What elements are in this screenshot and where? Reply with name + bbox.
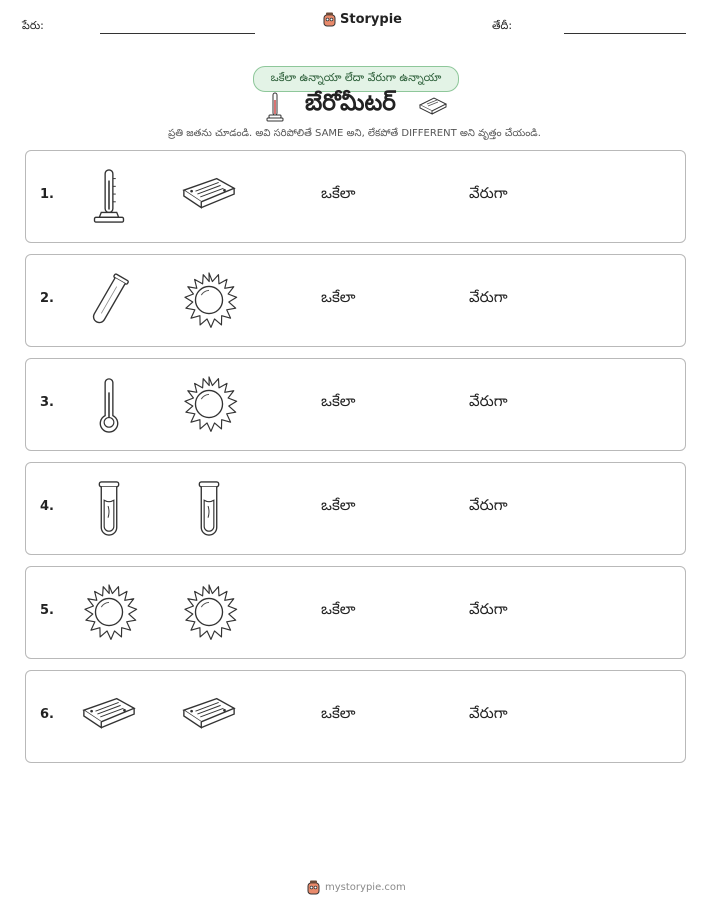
option-same[interactable]: ఒకేలా [321, 704, 356, 722]
instruction-text: ప్రతి జతను చూడండి. అవి సరిపోలితే SAME అని, లేకపోతే DIFFERENT అని వృత్తం చేయండి. [168, 128, 541, 139]
worksheet-badge: ఒకేలా ఉన్నాయా లేదా వేరుగా ఉన్నాయా [253, 66, 459, 92]
option-same[interactable]: ఒకేలా [321, 184, 356, 202]
storypie-mascot-icon [307, 880, 320, 895]
sun-icon [180, 375, 238, 433]
exercise-row-4 [25, 462, 686, 555]
exercise-row-1 [25, 150, 686, 243]
footer [307, 880, 406, 895]
name-label: పేరు: [22, 19, 44, 32]
storypie-mascot-icon [323, 12, 336, 27]
brand-name: Storypie [340, 12, 402, 27]
date-label: తేదీ: [492, 19, 513, 32]
option-different[interactable]: వేరుగా [469, 288, 508, 306]
option-same[interactable]: ఒకేలా [321, 288, 356, 306]
date-line [564, 33, 686, 34]
row-number: 2. [40, 291, 54, 306]
option-different[interactable]: వేరుగా [469, 392, 508, 410]
name-line [100, 33, 255, 34]
option-same[interactable]: ఒకేలా [321, 392, 356, 410]
barometer-plate-icon [180, 687, 238, 745]
option-same[interactable]: ఒకేలా [321, 600, 356, 618]
barometer-plate-icon [80, 687, 138, 745]
option-different[interactable]: వేరుగా [469, 704, 508, 722]
option-different[interactable]: వేరుగా [469, 184, 508, 202]
sun-icon [80, 583, 138, 641]
option-different[interactable]: వేరుగా [469, 600, 508, 618]
barometer-plate-icon [180, 167, 238, 225]
sun-icon [180, 583, 238, 641]
row-number: 6. [40, 707, 54, 722]
exercise-row-6 [25, 670, 686, 763]
row-number: 4. [40, 499, 54, 514]
exercise-row-3 [25, 358, 686, 451]
test-tube-liquid-icon [180, 479, 238, 537]
thermometer-icon [80, 375, 138, 433]
row-number: 5. [40, 603, 54, 618]
barometer-plate-icon [418, 96, 448, 116]
thermometer-stand-icon [266, 92, 284, 122]
row-number: 1. [40, 187, 54, 202]
page-title: బేరోమీటర్ [305, 90, 396, 116]
test-tube-icon [80, 271, 138, 329]
option-same[interactable]: ఒకేలా [321, 496, 356, 514]
sun-icon [180, 271, 238, 329]
test-tube-liquid-icon [80, 479, 138, 537]
exercise-row-2 [25, 254, 686, 347]
exercise-row-5 [25, 566, 686, 659]
brand-logo [323, 12, 402, 27]
row-number: 3. [40, 395, 54, 410]
option-different[interactable]: వేరుగా [469, 496, 508, 514]
thermometer-stand-icon [80, 167, 138, 225]
footer-site[interactable]: mystorypie.com [325, 882, 406, 893]
